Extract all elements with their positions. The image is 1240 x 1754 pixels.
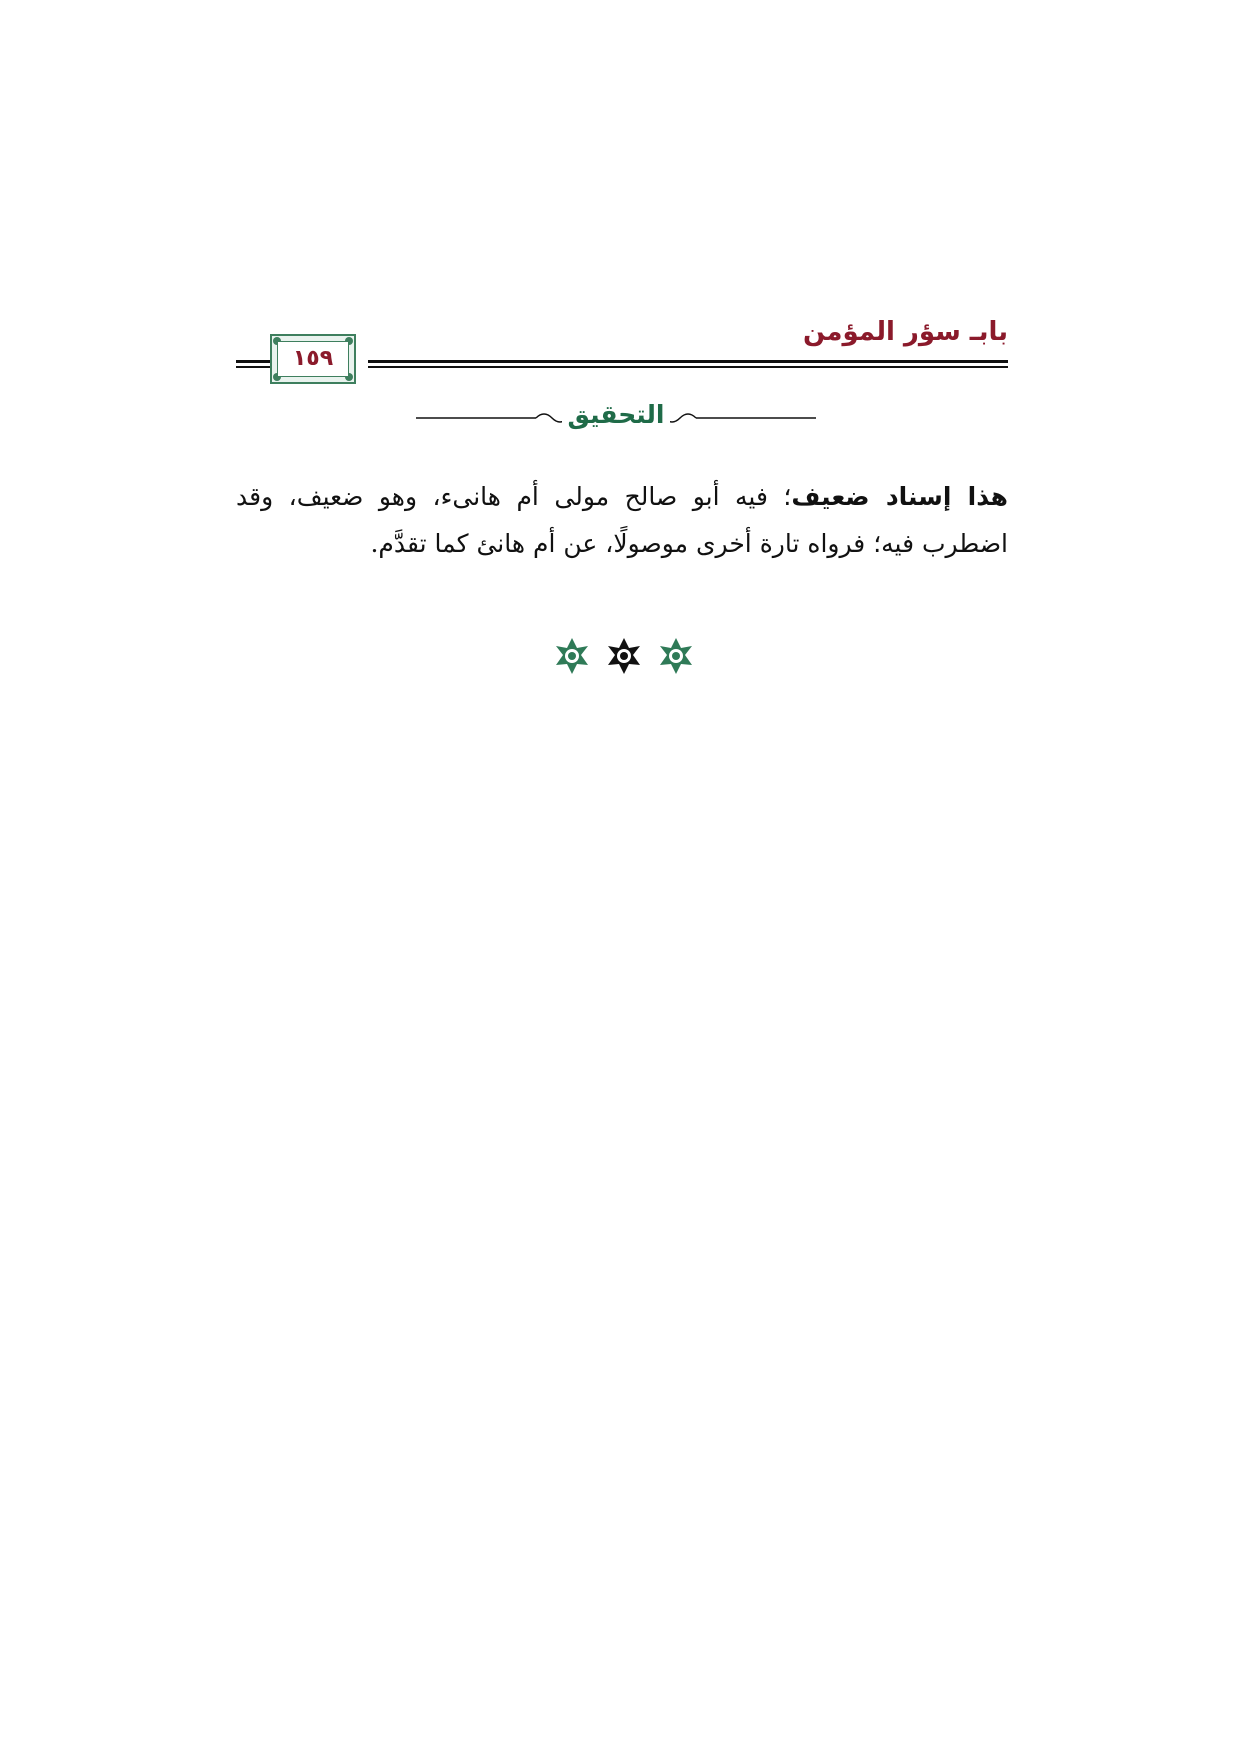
page-number-frame: [277, 341, 349, 377]
body-paragraph: [236, 473, 1008, 567]
star-flower-black-icon: [608, 638, 640, 674]
section-heading: [416, 400, 816, 429]
header-rule-left: [236, 360, 270, 368]
page-number: ١٥٩: [292, 346, 334, 371]
page-number-badge: [270, 334, 356, 384]
section-heading-label: التحقيق: [562, 400, 671, 429]
section-end-ornament: [552, 636, 696, 676]
header-rule-right: [368, 360, 1008, 368]
body-text: ؛ فيه أبو صالح مولى أم هانىء، وهو ضعيف، وقد اضطرب فيه؛ فرواه تارة أخرى موصولًا، عن أم هانئ كما تقدَّم.: [236, 482, 1008, 558]
section-heading-block: [416, 398, 816, 438]
star-flower-green-icon: [556, 638, 588, 674]
chapter-title: بابـ سؤر المؤمن: [802, 317, 1008, 347]
star-flower-green-icon: [660, 638, 692, 674]
body-bold-lead: هذا إسناد ضعيف: [791, 482, 1008, 511]
